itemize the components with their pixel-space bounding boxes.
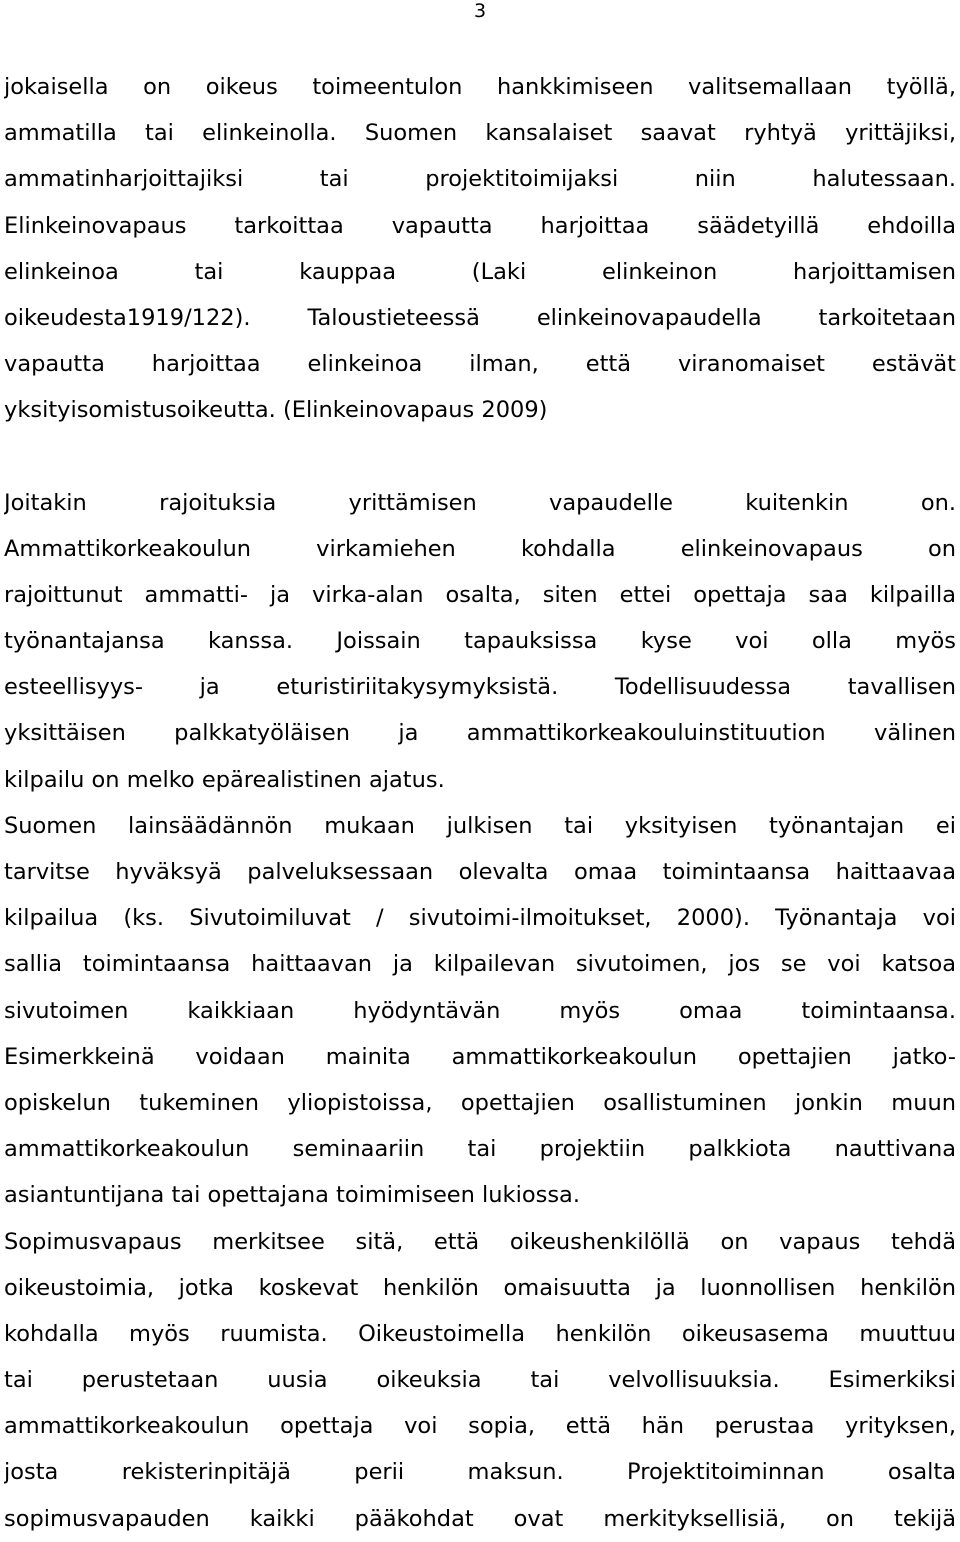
text-line: opiskelun tukeminen yliopistoissa, opettajien osallistuminen jonkin muun — [4, 1089, 956, 1116]
text-line: oikeustoimia, jotka koskevat henkilön omaisuutta ja luonnollisen henkilön — [4, 1274, 956, 1301]
text-line: yksittäisen palkkatyöläisen ja ammattikorkeakouluinstituution välinen — [4, 720, 956, 747]
paragraph-spacer — [4, 434, 956, 480]
text-line: sopimusvapauden kaikki pääkohdat ovat merkityksellisiä, on tekijä — [4, 1505, 956, 1532]
text-line: rajoittunut ammatti- ja virka-alan osalta, siten ettei opettaja saa kilpailla — [4, 581, 956, 608]
text-line: oikeudesta1919/122). Taloustieteessä elinkeinovapaudella tarkoitetaan — [4, 304, 956, 331]
paragraph-rajoitukset — [4, 480, 956, 1542]
text-line: ammattikorkeakoulun opettaja voi sopia, että hän perustaa yrityksen, — [4, 1413, 956, 1440]
text-line: vapautta harjoittaa elinkeinoa ilman, että viranomaiset estävät — [4, 351, 956, 378]
text-line: elinkeinoa tai kauppaa (Laki elinkeinon harjoittamisen — [4, 258, 956, 285]
text-line: yksityisomistusoikeutta. (Elinkeinovapaus 2009) — [4, 397, 548, 424]
text-line: kilpailua (ks. Sivutoimiluvat / sivutoimi-ilmoitukset, 2000). Työnantaja voi — [4, 905, 956, 932]
text-line: ammatilla tai elinkeinolla. Suomen kansalaiset saavat ryhtyä yrittäjiksi, — [4, 120, 956, 147]
text-line: ammattikorkeakoulun seminaariin tai projektiin palkkiota nauttivana — [4, 1136, 956, 1163]
text-line: työnantajansa kanssa. Joissain tapauksissa kyse voi olla myös — [4, 628, 956, 655]
text-line: Elinkeinovapaus tarkoittaa vapautta harjoittaa säädetyillä ehdoilla — [4, 212, 956, 239]
text-line: kilpailu on melko epärealistinen ajatus. — [4, 766, 445, 793]
text-line: tai perustetaan uusia oikeuksia tai velvollisuuksia. Esimerkiksi — [4, 1367, 956, 1394]
text-line: sallia toimintaansa haittaavan ja kilpailevan sivutoimen, jos se voi katsoa — [4, 951, 956, 978]
text-line: asiantuntijana tai opettajana toimimiseen lukiossa. — [4, 1182, 580, 1209]
text-line: Suomen lainsäädännön mukaan julkisen tai yksityisen työnantajan ei — [4, 812, 956, 839]
text-line: kohdalla myös ruumista. Oikeustoimella henkilön oikeusasema muuttuu — [4, 1320, 956, 1347]
text-line: tarvitse hyväksyä palveluksessaan olevalta omaa toimintaansa haittaavaa — [4, 859, 956, 885]
text-line: Esimerkkeinä voidaan mainita ammattikorkeakoulun opettajien jatko- — [4, 1043, 956, 1070]
text-line: sivutoimen kaikkiaan hyödyntävän myös omaa toimintaansa. — [4, 997, 956, 1024]
text-line: Ammattikorkeakoulun virkamiehen kohdalla elinkeinovapaus on — [4, 535, 956, 562]
text-line: Sopimusvapaus merkitsee sitä, että oikeushenkilöllä on vapaus tehdä — [4, 1228, 956, 1255]
text-line: jokaisella on oikeus toimeentulon hankkimiseen valitsemallaan työllä, — [4, 74, 956, 100]
text-line: Joitakin rajoituksia yrittämisen vapaudelle kuitenkin on. — [4, 489, 956, 516]
text-line: ammatinharjoittajiksi tai projektitoimijaksi niin halutessaan. — [4, 166, 956, 193]
document-body — [4, 64, 956, 1542]
page-number: 3 — [473, 0, 487, 22]
text-line: josta rekisterinpitäjä perii maksun. Projektitoiminnan osalta — [4, 1459, 956, 1486]
paragraph-elinkeinovapaus — [4, 64, 956, 434]
text-line: esteellisyys- ja eturistiriitakysymyksistä. Todellisuudessa tavallisen — [4, 674, 956, 701]
